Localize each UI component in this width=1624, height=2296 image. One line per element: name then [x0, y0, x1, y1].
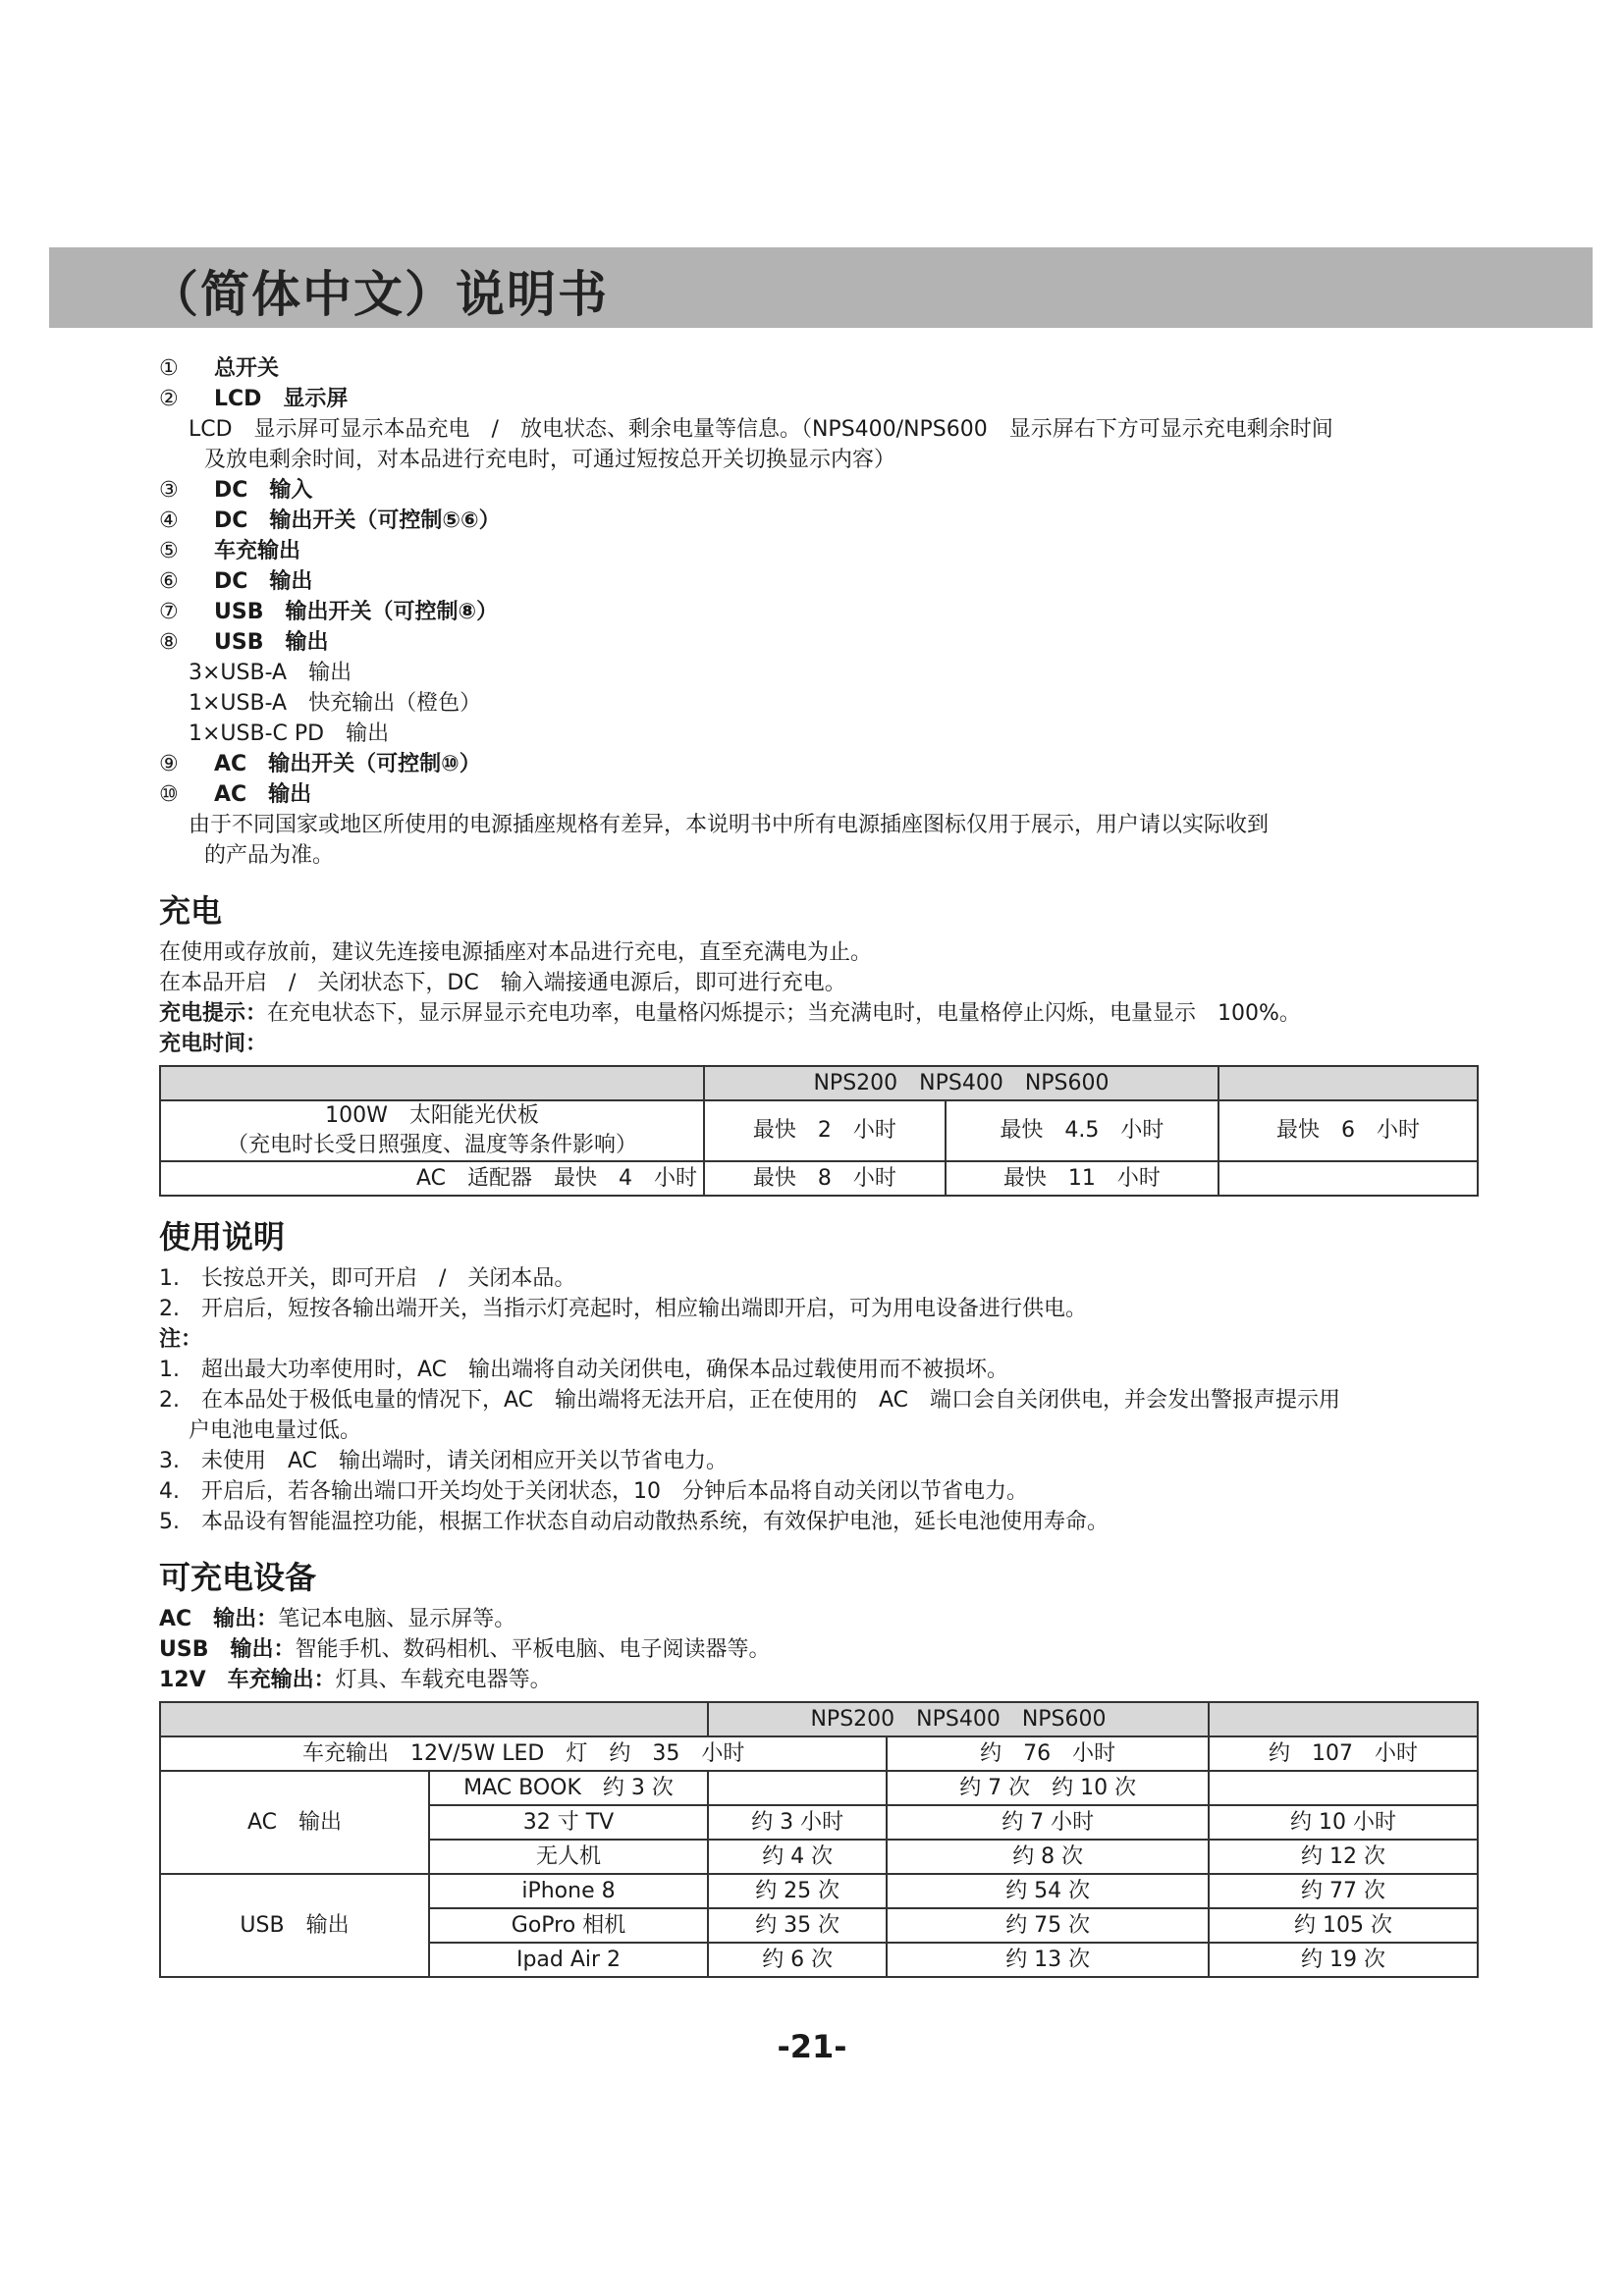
usage-heading: 使用说明	[159, 1218, 286, 1255]
ac-note-line: 的产品为准。	[204, 843, 335, 868]
table-cell: 约 35 次	[708, 1908, 887, 1943]
table-cell	[160, 1702, 708, 1736]
table-cell: 约 107 小时	[1209, 1736, 1478, 1771]
table-cell	[708, 1771, 887, 1805]
table-cell: 约 3 小时	[708, 1805, 887, 1840]
part-label: AC 输出	[214, 782, 312, 807]
group-label: AC 输出	[160, 1771, 429, 1874]
table-header: NPS200 NPS400 NPS600	[704, 1066, 1218, 1100]
table-row	[160, 1100, 1478, 1161]
ac-note-line: 由于不同国家或地区所使用的电源插座规格有差异，本说明书中所有电源插座图标仅用于展示，用户请以实际收到	[189, 813, 1270, 837]
part-item	[159, 384, 1553, 414]
charging-tip-label: 充电提示：	[159, 1001, 268, 1026]
usb-list-item: 1×USB-C PD 输出	[189, 721, 390, 746]
part-item	[159, 475, 1553, 506]
table-cell: GoPro 相机	[429, 1908, 708, 1943]
table-cell: 约 10 小时	[1209, 1805, 1478, 1840]
lcd-desc-line: LCD 显示屏可显示本品充电 / 放电状态、剩余电量等信息。（NPS400/NPS600 显示屏右下方可显示充电剩余时间	[189, 417, 1333, 442]
usb-list-item: 3×USB-A 输出	[189, 661, 352, 685]
table-cell: 最快 2 小时	[704, 1100, 946, 1161]
table-cell: 约 105 次	[1209, 1908, 1478, 1943]
charging-line: 在使用或存放前，建议先连接电源插座对本品进行充电，直至充满电为止。	[159, 940, 873, 965]
table-cell: 车充输出 12V/5W LED 灯 约 35 小时	[160, 1736, 887, 1771]
part-label: DC 输入	[214, 478, 313, 503]
charging-time-label: 充电时间：	[159, 1032, 268, 1056]
devices-table	[159, 1701, 1479, 1978]
charging-heading: 充电	[159, 892, 223, 930]
charging-tip	[159, 998, 1553, 1029]
row-label-note: （充电时长受日照强度、温度等条件影响）	[226, 1133, 637, 1157]
page-number: -21-	[777, 2028, 847, 2065]
part-number: ⑦	[159, 600, 179, 624]
note-label: 注：	[159, 1327, 203, 1352]
part-label: LCD 显示屏	[214, 387, 349, 411]
part-number: ①	[159, 356, 179, 381]
usb-list-item: 1×USB-A 快充输出（橙色）	[189, 691, 482, 716]
table-cell: iPhone 8	[429, 1874, 708, 1908]
table-cell: 32 寸 TV	[429, 1805, 708, 1840]
table-cell: 约 54 次	[887, 1874, 1209, 1908]
table-cell: 约 12 次	[1209, 1840, 1478, 1874]
device-text: 笔记本电脑、显示屏等。	[278, 1607, 516, 1631]
charging-line: 在本品开启 / 关闭状态下，DC 输入端接通电源后，即可进行充电。	[159, 971, 846, 995]
table-cell: 约 4 次	[708, 1840, 887, 1874]
device-label: USB 输出：	[159, 1637, 296, 1662]
table-cell	[160, 1066, 704, 1100]
table-cell	[1218, 1161, 1478, 1196]
table-cell: 最快 6 小时	[1218, 1100, 1478, 1161]
table-row	[160, 1874, 1478, 1908]
devices-heading: 可充电设备	[159, 1559, 317, 1596]
table-cell	[1209, 1771, 1478, 1805]
note-line: 2. 在本品处于极低电量的情况下，AC 输出端将无法开启，正在使用的 AC 端口会自关闭供电，并会发出警报声提示用	[159, 1388, 1341, 1413]
table-cell: MAC BOOK 约 3 次	[429, 1771, 708, 1805]
table-cell: 最快 11 小时	[946, 1161, 1218, 1196]
part-item	[159, 749, 1553, 779]
group-label: USB 输出	[160, 1874, 429, 1977]
table-cell: 最快 8 小时	[704, 1161, 946, 1196]
table-cell: 约 75 次	[887, 1908, 1209, 1943]
note-line: 1. 超出最大功率使用时，AC 输出端将自动关闭供电，确保本品过载使用而不被损坏。	[159, 1358, 1009, 1382]
page-title: （简体中文）说明书	[149, 266, 609, 323]
device-line	[159, 1634, 1553, 1665]
device-label: 12V 车充输出：	[159, 1668, 336, 1692]
table-row	[160, 1066, 1478, 1100]
usage-step: 1. 长按总开关，即可开启 / 关闭本品。	[159, 1266, 576, 1291]
note-line: 5. 本品设有智能温控功能，根据工作状态自动启动散热系统，有效保护电池，延长电池使用寿命。	[159, 1510, 1109, 1534]
part-number: ④	[159, 508, 179, 533]
device-label: AC 输出：	[159, 1607, 279, 1631]
table-cell: 约 7 次 约 10 次	[887, 1771, 1209, 1805]
table-cell: AC 适配器 最快 4 小时	[160, 1161, 704, 1196]
table-cell	[1218, 1066, 1478, 1100]
part-label: USB 输出开关（可控制⑧）	[214, 600, 499, 624]
part-item	[159, 536, 1553, 566]
part-number: ②	[159, 387, 179, 411]
table-cell: 约 13 次	[887, 1943, 1209, 1977]
charging-time-table	[159, 1065, 1479, 1197]
table-cell: 约 76 小时	[887, 1736, 1209, 1771]
part-number: ⑧	[159, 630, 179, 655]
lcd-desc-line: 及放电剩余时间，对本品进行充电时，可通过短按总开关切换显示内容）	[204, 448, 896, 472]
note-line: 4. 开启后，若各输出端口开关均处于关闭状态，10 分钟后本品将自动关闭以节省电力。	[159, 1479, 1028, 1504]
part-number: ⑩	[159, 782, 179, 807]
table-cell: Ipad Air 2	[429, 1943, 708, 1977]
table-cell: 约 19 次	[1209, 1943, 1478, 1977]
part-label: AC 输出开关（可控制⑩）	[214, 752, 481, 776]
title-bar	[49, 247, 1593, 328]
part-number: ③	[159, 478, 179, 503]
part-item	[159, 597, 1553, 627]
note-line: 户电池电量过低。	[189, 1418, 362, 1443]
table-cell: 最快 4.5 小时	[946, 1100, 1218, 1161]
usage-step: 2. 开启后，短按各输出端开关，当指示灯亮起时，相应输出端即开启，可为用电设备进行供电。	[159, 1297, 1087, 1321]
part-label: DC 输出开关（可控制⑤⑥）	[214, 508, 501, 533]
part-item	[159, 627, 1553, 658]
table-row	[160, 1736, 1478, 1771]
part-label: DC 输出	[214, 569, 313, 594]
part-label: 总开关	[214, 356, 280, 381]
table-cell	[160, 1100, 704, 1161]
row-label: 100W 太阳能光伏板	[325, 1103, 539, 1128]
part-item	[159, 566, 1553, 597]
device-line	[159, 1604, 1553, 1634]
table-cell: 约 77 次	[1209, 1874, 1478, 1908]
table-cell: 约 8 次	[887, 1840, 1209, 1874]
part-number: ⑤	[159, 539, 179, 563]
part-number: ⑥	[159, 569, 179, 594]
table-row	[160, 1161, 1478, 1196]
part-label: 车充输出	[214, 539, 301, 563]
content	[159, 353, 1553, 1978]
table-cell: 约 7 小时	[887, 1805, 1209, 1840]
part-label: USB 输出	[214, 630, 329, 655]
table-cell: 约 6 次	[708, 1943, 887, 1977]
charging-tip-text: 在充电状态下，显示屏显示充电功率，电量格闪烁提示；当充满电时，电量格停止闪烁，电量显示 100%。	[267, 1001, 1301, 1026]
device-line	[159, 1665, 1553, 1695]
table-cell: 约 25 次	[708, 1874, 887, 1908]
table-row	[160, 1771, 1478, 1805]
device-text: 智能手机、数码相机、平板电脑、电子阅读器等。	[295, 1637, 771, 1662]
table-header: NPS200 NPS400 NPS600	[708, 1702, 1209, 1736]
part-number: ⑨	[159, 752, 179, 776]
part-item	[159, 506, 1553, 536]
table-cell	[1209, 1702, 1478, 1736]
note-line: 3. 未使用 AC 输出端时，请关闭相应开关以节省电力。	[159, 1449, 729, 1473]
device-text: 灯具、车载充电器等。	[335, 1668, 552, 1692]
part-item	[159, 353, 1553, 384]
table-cell: 无人机	[429, 1840, 708, 1874]
part-item	[159, 779, 1553, 810]
table-row	[160, 1702, 1478, 1736]
